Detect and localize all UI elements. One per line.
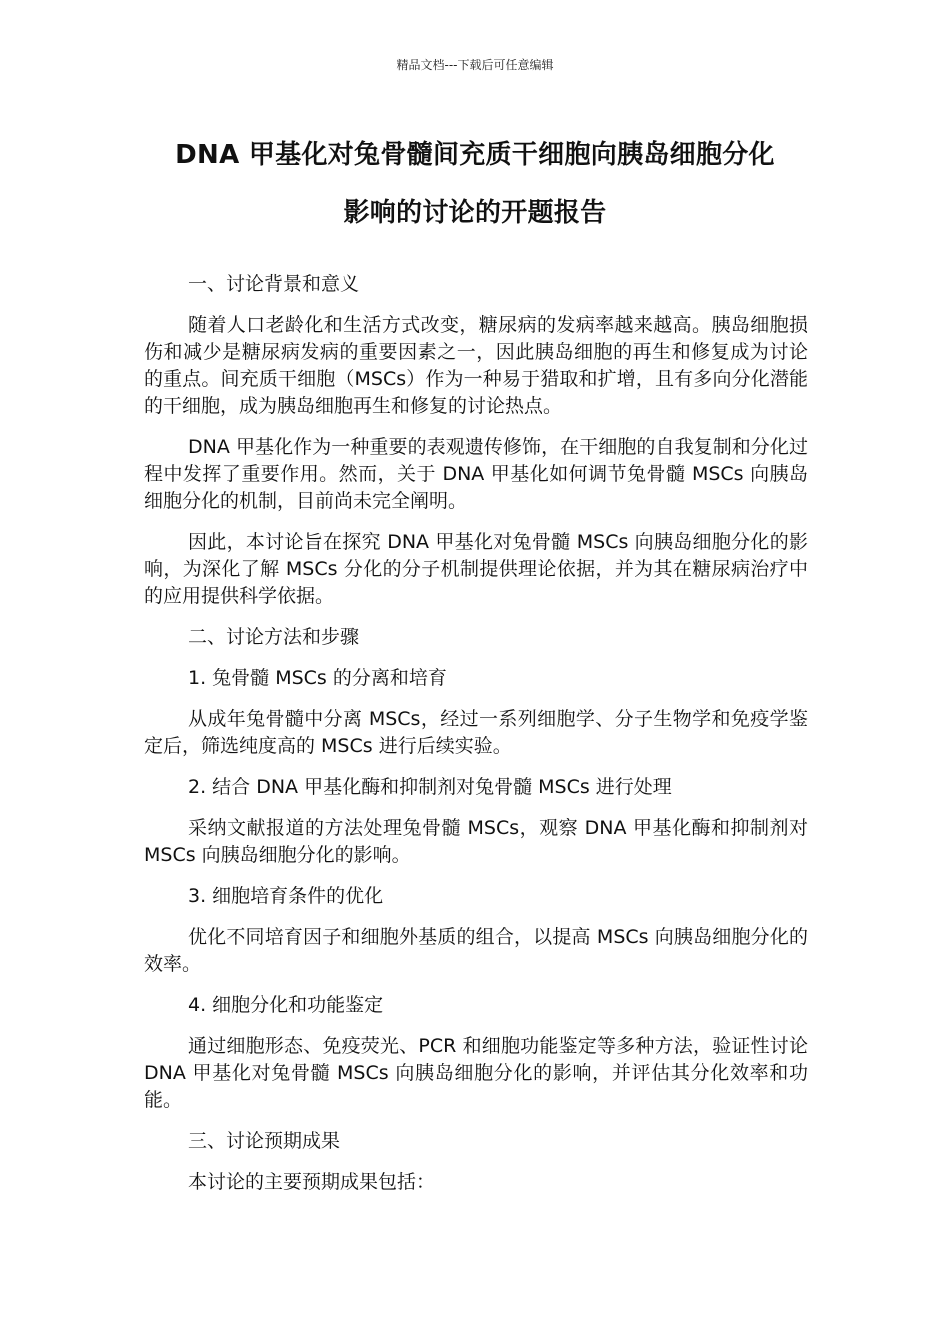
expected-results-intro: 本讨论的主要预期成果包括：: [188, 1171, 436, 1193]
method-step-3-text: 优化不同培育因子和细胞外基质的组合，以提高 MSCs 向胰岛细胞分化的效率。: [144, 926, 808, 975]
method-step-3-heading: 3. 细胞培育条件的优化: [188, 885, 384, 907]
paragraph-background-2: DNA 甲基化作为一种重要的表观遗传修饰，在干细胞的自我复制和分化过程中发挥了重要作用。然而，关于 DNA 甲基化如何调节兔骨髓 MSCs 向胰岛细胞分化的机制，目前尚未完全阐明。: [144, 436, 808, 512]
method-step-2-heading: 2. 结合 DNA 甲基化酶和抑制剂对兔骨髓 MSCs 进行处理: [188, 776, 672, 798]
paragraph-background-1: 随着人口老龄化和生活方式改变，糖尿病的发病率越来越高。胰岛细胞损伤和减少是糖尿病发病的重要因素之一，因此胰岛细胞的再生和修复成为讨论的重点。间充质干细胞（MSCs）作为一种易于猎取和扩增，且有多向分化潜能的干细胞，成为胰岛细胞再生和修复的讨论热点。: [144, 314, 808, 417]
document-body: [144, 271, 808, 1210]
method-step-4-text: 通过细胞形态、免疫荧光、PCR 和细胞功能鉴定等多种方法，验证性讨论 DNA 甲基化对兔骨髓 MSCs 向胰岛细胞分化的影响，并评估其分化效率和功能。: [144, 1035, 808, 1111]
section-heading-expected-results: 三、讨论预期成果: [188, 1130, 341, 1152]
method-step-1-text: 从成年兔骨髓中分离 MSCs，经过一系列细胞学、分子生物学和免疫学鉴定后，筛选纯度高的 MSCs 进行后续实验。: [144, 708, 808, 757]
method-step-2-text: 采纳文献报道的方法处理兔骨髓 MSCs，观察 DNA 甲基化酶和抑制剂对 MSCs 向胰岛细胞分化的影响。: [144, 817, 808, 866]
section-heading-methods: 二、讨论方法和步骤: [188, 626, 360, 648]
section-heading-background: 一、讨论背景和意义: [188, 273, 360, 295]
header-note: 精品文档---下载后可任意编辑: [396, 58, 554, 72]
paragraph-background-3: 因此，本讨论旨在探究 DNA 甲基化对兔骨髓 MSCs 向胰岛细胞分化的影响，为深化了解 MSCs 分化的分子机制提供理论依据，并为其在糖尿病治疗中的应用提供科学依据。: [144, 531, 808, 607]
document-title-line-1: DNA 甲基化对兔骨髓间充质干细胞向胰岛细胞分化: [175, 140, 775, 170]
method-step-4-heading: 4. 细胞分化和功能鉴定: [188, 994, 384, 1016]
method-step-1-heading: 1. 兔骨髓 MSCs 的分离和培育: [188, 667, 447, 689]
document-title-line-2: 影响的讨论的开题报告: [343, 198, 607, 228]
